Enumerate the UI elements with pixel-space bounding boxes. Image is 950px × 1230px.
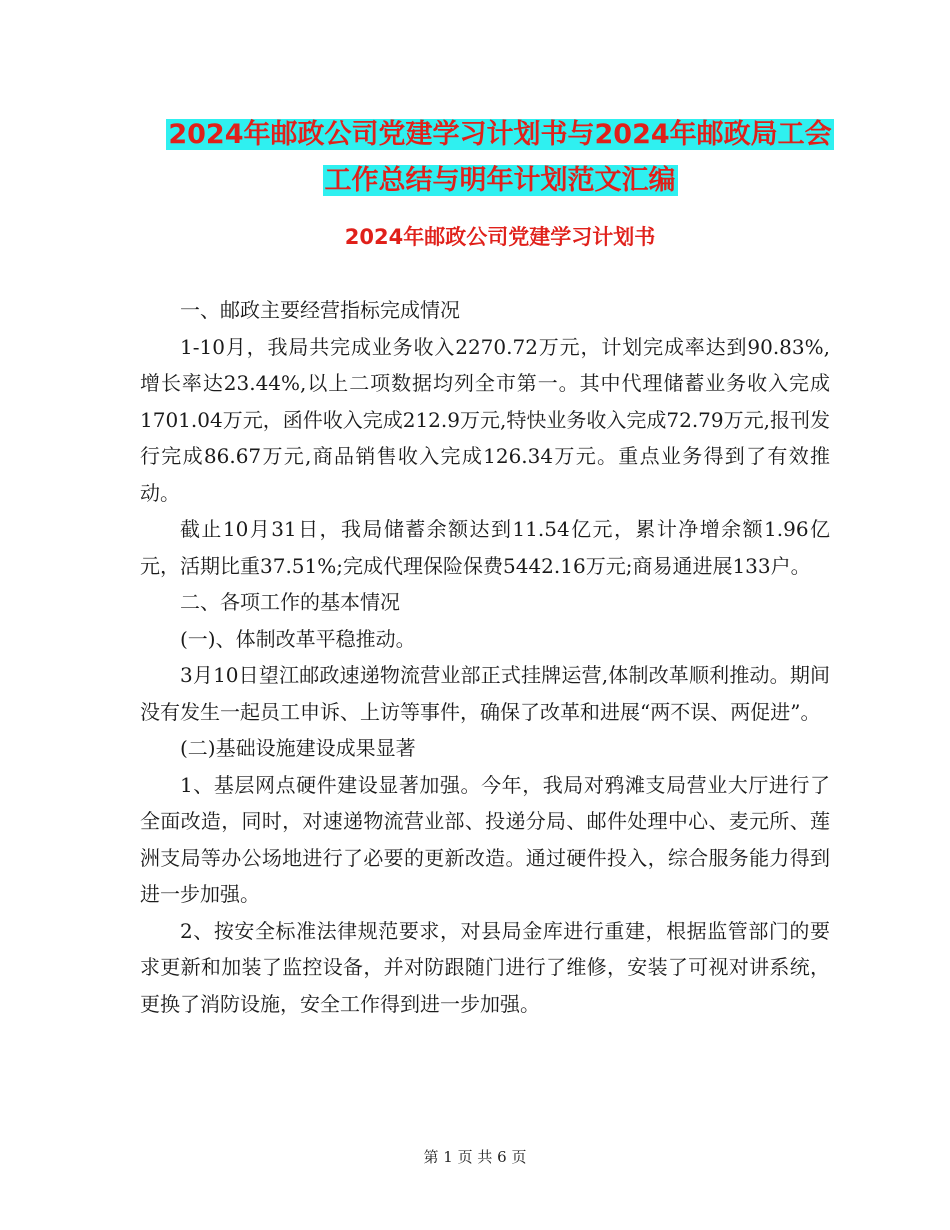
page-footer: 第 1 页 共 6 页 <box>423 1148 527 1166</box>
paragraph-heading-2: 二、各项工作的基本情况 <box>180 590 400 614</box>
document-title-line-2: 工作总结与明年计划范文汇编 <box>324 165 676 196</box>
paragraph-subheading-1: (一)、体制改革平稳推动。 <box>180 626 416 651</box>
document-title <box>140 112 860 204</box>
paragraph: 1、基层网点硬件建设显著加强。今年，我局对鸦滩支局营业大厅进行了全面改造，同时，对速递物流营业部、投递分局、邮件处理中心、麦元所、莲洲支局等办公场地进行了必要的更新改造。通过硬件投入，综合服务能力得到进一步加强。 <box>140 772 830 906</box>
paragraph: 1-10月，我局共完成业务收入2270.72万元，计划完成率达到90.83%,增长率达23.44%,以上二项数据均列全市第一。其中代理储蓄业务收入完成1701.04万元，函件收入完成212.9万元,特快业务收入完成72.79万元,报刊发行完成86.67万元,商品销售收入完成126.34万元。重点业务得到了有效推动。 <box>140 334 830 505</box>
paragraph: 2、按安全标准法律规范要求，对县局金库进行重建，根据监管部门的要求更新和加装了监控设备，并对防跟随门进行了维修，安装了可视对讲系统，更换了消防设施，安全工作得到进一步加强。 <box>140 918 830 1016</box>
document-title-line-1: 2024年邮政公司党建学习计划书与2024年邮政局工会 <box>168 119 832 150</box>
paragraph-heading-1: 一、邮政主要经营指标完成情况 <box>180 298 460 322</box>
section-title: 2024年邮政公司党建学习计划书 <box>344 225 656 249</box>
paragraph: 截止10月31日，我局储蓄余额达到11.54亿元，累计净增余额1.96亿元，活期比重37.51%;完成代理保险保费5442.16万元;商易通进展133户。 <box>140 517 830 578</box>
paragraph-subheading-2: (二)基础设施建设成果显著 <box>180 736 416 760</box>
paragraph: 3月10日望江邮政速递物流营业部正式挂牌运营,体制改革顺利推动。期间没有发生一起员工申诉、上访等事件，确保了改革和进展“两不误、两促进”。 <box>140 663 830 724</box>
document-body <box>140 292 830 1022</box>
